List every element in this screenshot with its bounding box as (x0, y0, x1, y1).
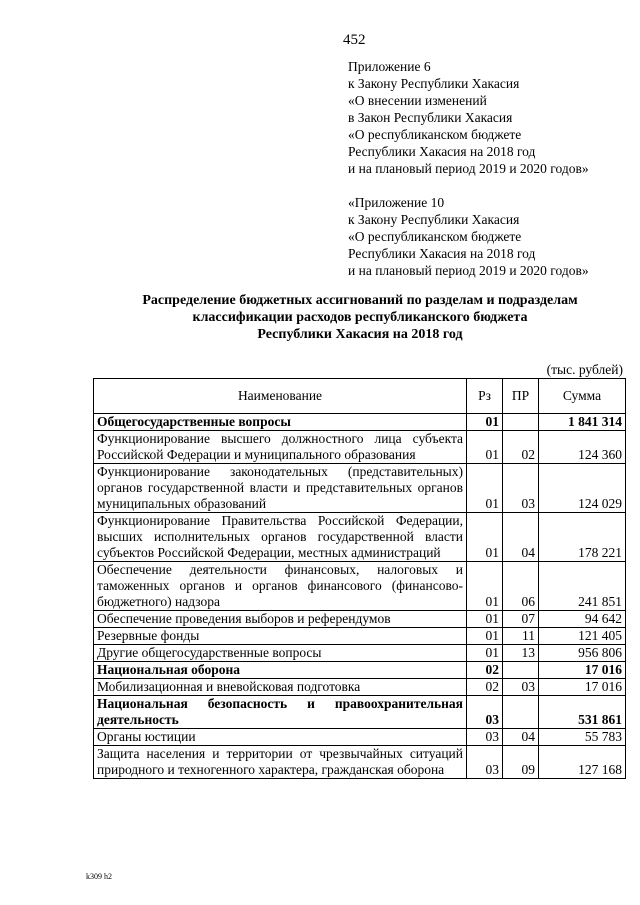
table-row (94, 628, 626, 645)
document-title (80, 292, 640, 343)
title-line: Распределение бюджетных ассигнований по разделам и подразделам (142, 293, 578, 308)
cell-sum: 127 168 (539, 746, 626, 779)
cell-rz: 01 (467, 414, 503, 431)
cell-name: Национальная оборона (94, 662, 467, 679)
table-row (94, 746, 626, 779)
cell-rz: 01 (467, 562, 503, 611)
cell-pr (503, 414, 539, 431)
cell-rz: 03 (467, 746, 503, 779)
table-row (94, 513, 626, 562)
table-section-row (94, 414, 626, 431)
cell-name: Другие общегосударственные вопросы (94, 645, 467, 662)
cell-rz: 01 (467, 628, 503, 645)
header-name: Наименование (94, 379, 467, 414)
cell-pr: 03 (503, 464, 539, 513)
title-line: классификации расходов республиканского бюджета (192, 310, 528, 325)
header-sum: Сумма (539, 379, 626, 414)
table-row (94, 464, 626, 513)
annex-line: и на плановый период 2019 и 2020 годов» (348, 263, 589, 278)
cell-rz: 01 (467, 431, 503, 464)
table-row (94, 729, 626, 746)
annex-line: в Закон Республики Хакасия (348, 110, 513, 125)
annex-original (348, 194, 589, 279)
cell-pr: 04 (503, 729, 539, 746)
annex-current (348, 58, 589, 177)
cell-rz: 01 (467, 513, 503, 562)
cell-name: Резервные фонды (94, 628, 467, 645)
table-row (94, 431, 626, 464)
table-header-row (94, 379, 626, 414)
cell-name: Защита населения и территории от чрезвычайных ситуаций природного и техногенного характера, гражданская оборона (94, 746, 467, 779)
cell-sum: 121 405 (539, 628, 626, 645)
cell-sum: 17 016 (539, 679, 626, 696)
cell-sum: 124 360 (539, 431, 626, 464)
table-section-row (94, 662, 626, 679)
cell-pr: 04 (503, 513, 539, 562)
cell-pr: 09 (503, 746, 539, 779)
cell-sum: 956 806 (539, 645, 626, 662)
cell-name: Обеспечение проведения выборов и референдумов (94, 611, 467, 628)
cell-sum: 241 851 (539, 562, 626, 611)
annex-line: «О республиканском бюджете (348, 229, 522, 244)
cell-name: Обеспечение деятельности финансовых, налоговых и таможенных органов и органов финансового (финансово-бюджетного) надзора (94, 562, 467, 611)
cell-sum: 124 029 (539, 464, 626, 513)
cell-rz: 03 (467, 696, 503, 729)
annex-line: «О республиканском бюджете (348, 127, 522, 142)
cell-rz: 01 (467, 464, 503, 513)
title-line: Республики Хакасия на 2018 год (257, 327, 463, 342)
table-row (94, 645, 626, 662)
cell-name: Органы юстиции (94, 729, 467, 746)
header-pr: ПР (503, 379, 539, 414)
cell-pr: 06 (503, 562, 539, 611)
cell-pr: 13 (503, 645, 539, 662)
cell-sum: 55 783 (539, 729, 626, 746)
cell-pr (503, 662, 539, 679)
cell-pr (503, 696, 539, 729)
cell-rz: 01 (467, 611, 503, 628)
cell-name: Общегосударственные вопросы (94, 414, 467, 431)
cell-sum: 1 841 314 (539, 414, 626, 431)
cell-rz: 02 (467, 662, 503, 679)
cell-pr: 02 (503, 431, 539, 464)
cell-rz: 02 (467, 679, 503, 696)
header-rz: Рз (467, 379, 503, 414)
cell-sum: 17 016 (539, 662, 626, 679)
cell-sum: 94 642 (539, 611, 626, 628)
cell-rz: 01 (467, 645, 503, 662)
annex-line: к Закону Республики Хакасия (348, 212, 520, 227)
cell-name: Функционирование законодательных (представительных) органов государственной власти и представительных органов муниципальных образований (94, 464, 467, 513)
cell-pr: 07 (503, 611, 539, 628)
cell-sum: 178 221 (539, 513, 626, 562)
budget-table (93, 378, 626, 779)
cell-sum: 531 861 (539, 696, 626, 729)
table-row (94, 611, 626, 628)
annex-line: Республики Хакасия на 2018 год (348, 246, 536, 261)
cell-pr: 11 (503, 628, 539, 645)
annex-line: «О внесении изменений (348, 93, 487, 108)
cell-name: Национальная безопасность и правоохранительная деятельность (94, 696, 467, 729)
annex-line: Приложение 6 (348, 59, 431, 74)
cell-name: Мобилизационная и вневойсковая подготовка (94, 679, 467, 696)
cell-rz: 03 (467, 729, 503, 746)
units-label: (тыс. рублей) (546, 362, 623, 377)
annex-line: и на плановый период 2019 и 2020 годов» (348, 161, 589, 176)
annex-line: к Закону Республики Хакасия (348, 76, 520, 91)
annex-line: «Приложение 10 (348, 195, 445, 210)
table-row (94, 679, 626, 696)
cell-name: Функционирование Правительства Российской Федерации, высших исполнительных органов государственной власти субъектов Российской Федерации, местных администраций (94, 513, 467, 562)
cell-name: Функционирование высшего должностного лица субъекта Российской Федерации и муниципального образования (94, 431, 467, 464)
page-number: 452 (343, 32, 366, 48)
annex-line: Республики Хакасия на 2018 год (348, 144, 536, 159)
table-row (94, 562, 626, 611)
cell-pr: 03 (503, 679, 539, 696)
footer-code: k309 h2 (86, 872, 112, 881)
table-section-row (94, 696, 626, 729)
